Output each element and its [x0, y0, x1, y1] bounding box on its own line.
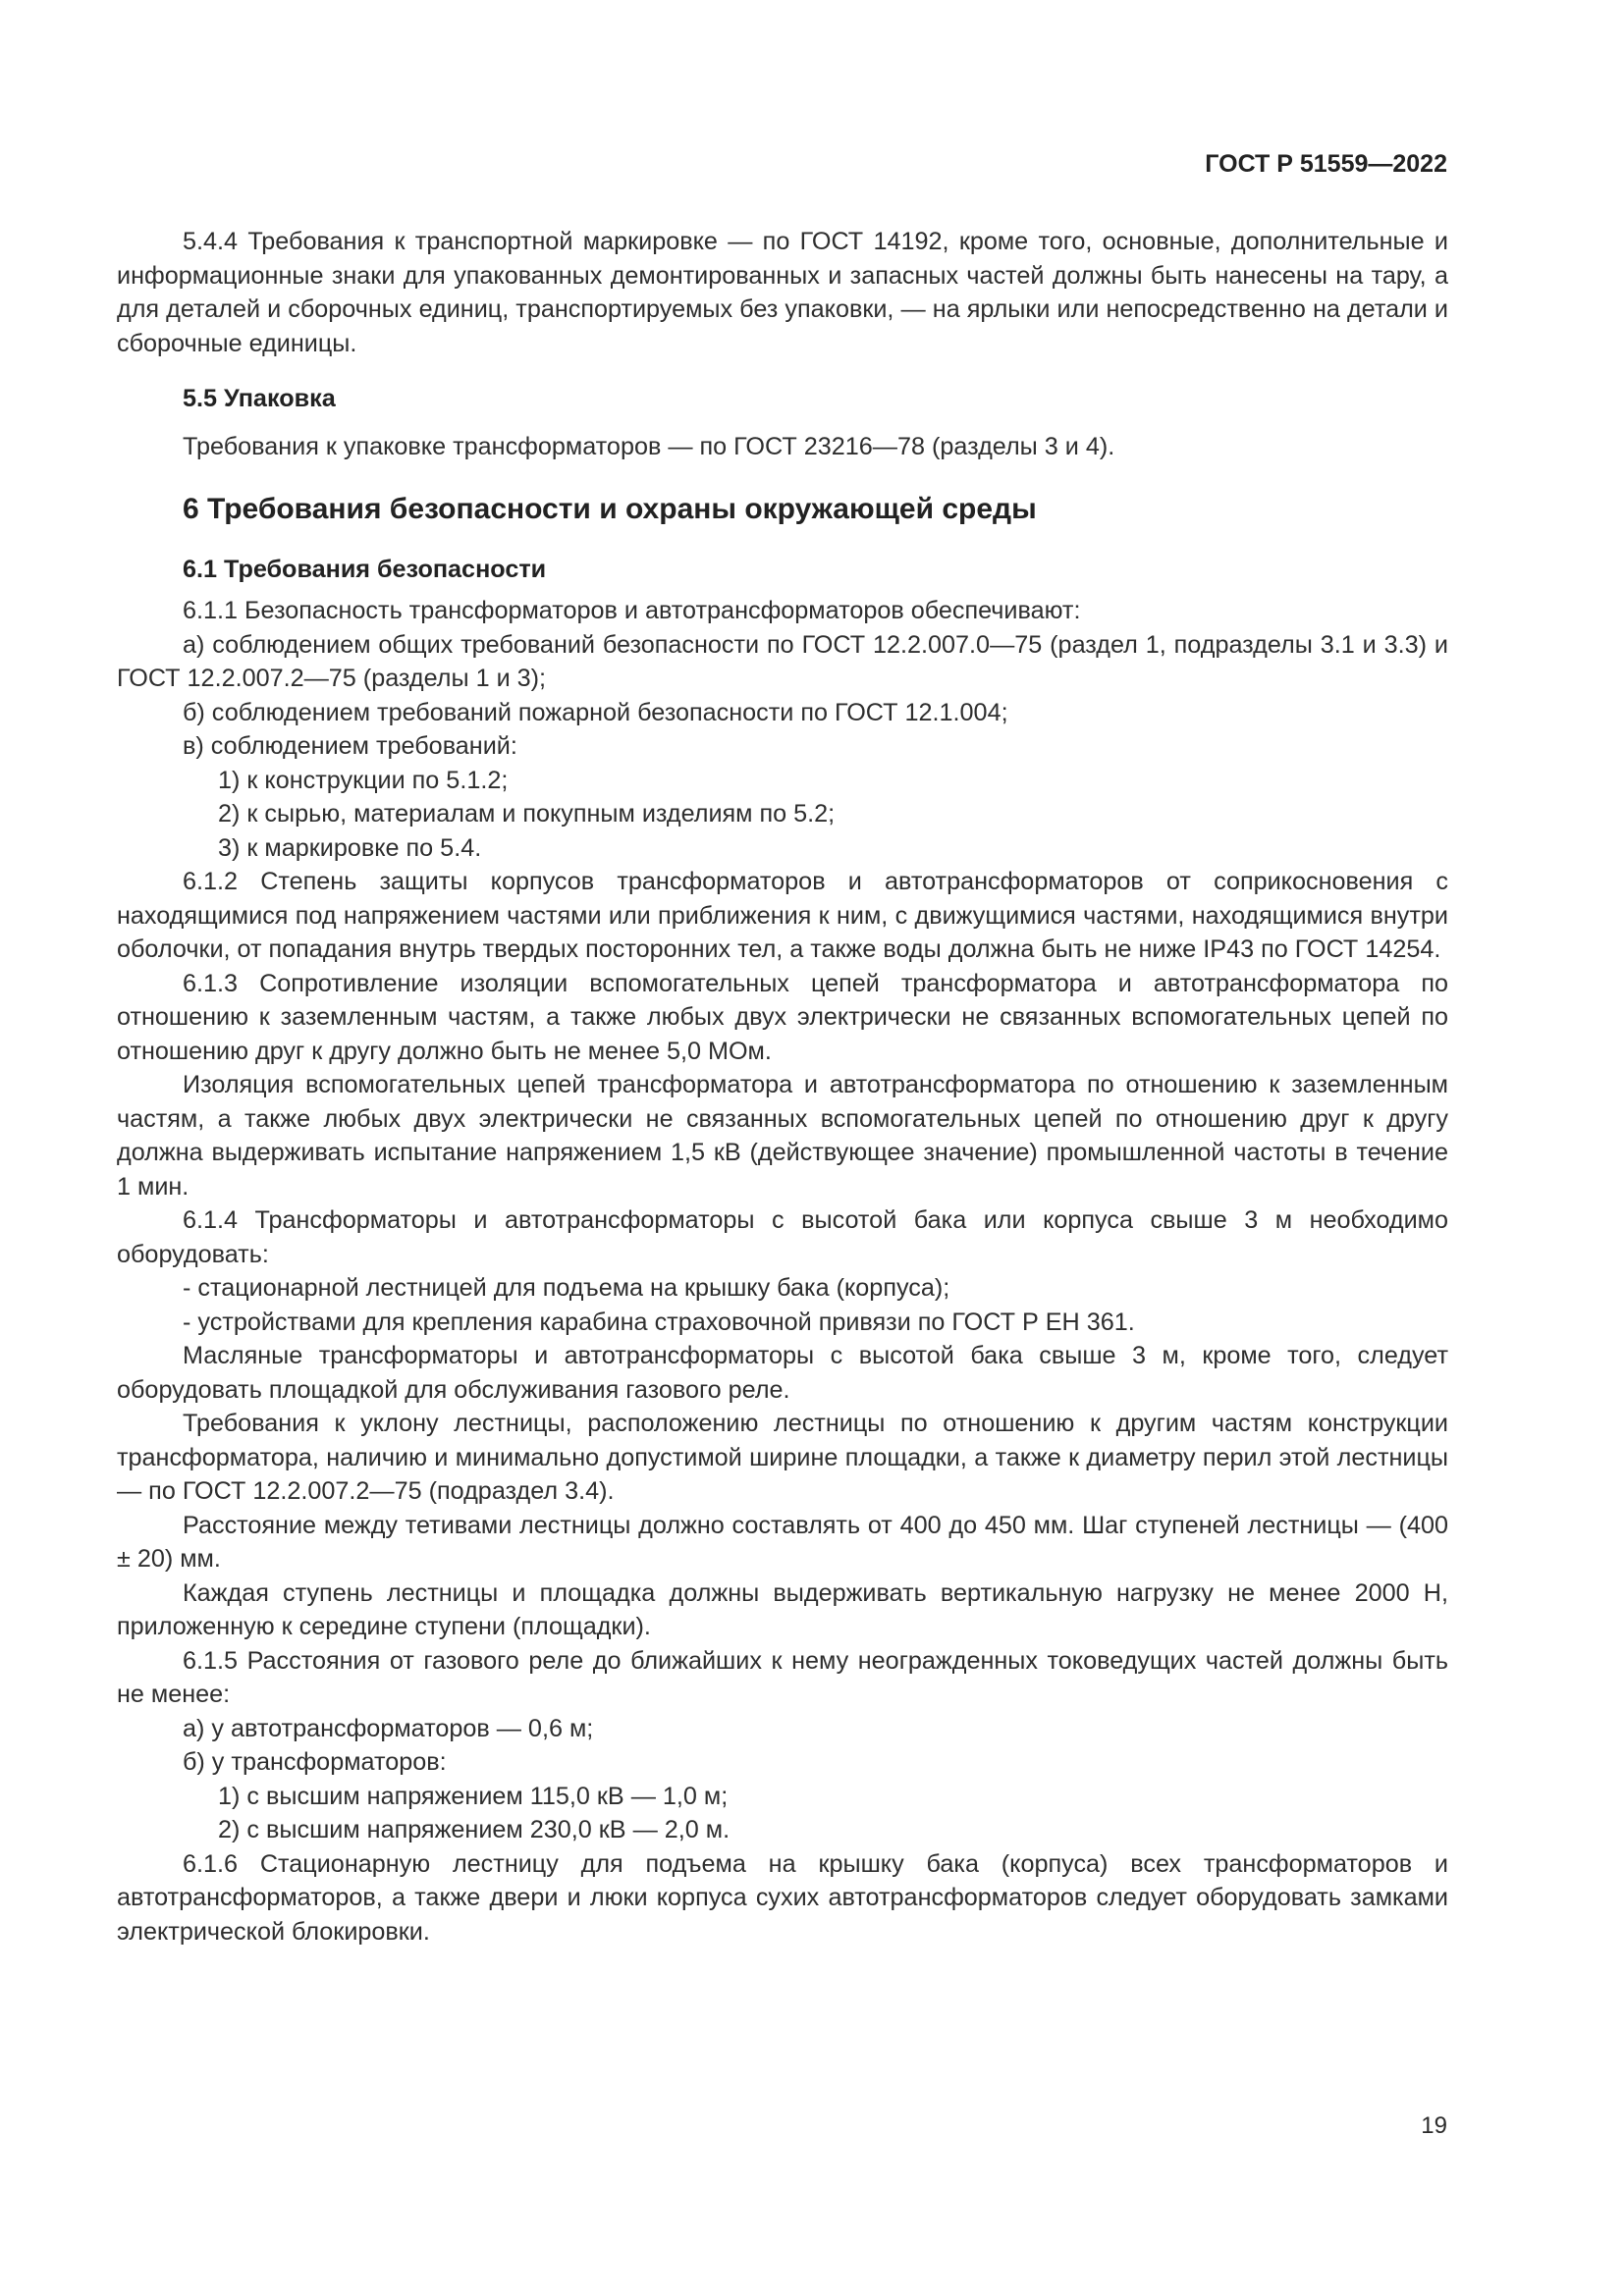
list-item-autotransformers: а) у автотрансформаторов — 0,6 м;: [183, 1714, 594, 1742]
list-item-a: а) соблюдением общих требований безопасности по ГОСТ 12.2.007.0—75 (раздел 1, подразделы 3.1 и 3.3) и ГОСТ 12.2.007.2—75 (разделы 1 и 3);: [117, 630, 1448, 692]
document-body: [117, 225, 1448, 1949]
page-number: 19: [1421, 2112, 1447, 2139]
paragraph-5-4-4: 5.4.4 Требования к транспортной маркировке — по ГОСТ 14192, кроме того, основные, дополнительные и информационные знаки для упакованных демонтированных и запасных частей должны быть нанесены на тару, а для деталей и сборочных единиц, транспортируемых без упаковки, — на ярлыки или непосредственно на детали и сборочные единицы.: [117, 228, 1448, 357]
paragraph-6-1-1: 6.1.1 Безопасность трансформаторов и автотрансформаторов обеспечивают:: [183, 597, 1081, 624]
list-item-transformers: б) у трансформаторов:: [183, 1748, 447, 1776]
paragraph-6-1-4-distance: Расстояние между тетивами лестницы должно составлять от 400 до 450 мм. Шаг ступеней лестницы — (400 ± 20) мм.: [117, 1511, 1448, 1573]
list-subitem-115kv: 1) с высшим напряжением 115,0 кВ — 1,0 м;: [218, 1782, 729, 1810]
standard-number: ГОСТ Р 51559—2022: [1205, 150, 1447, 178]
paragraph-6-1-4-slope: Требования к уклону лестницы, расположению лестницы по отношению к другим частям конструкции трансформатора, наличию и минимально допустимой ширине площадки, а также к диаметру перил этой лестницы — по ГОСТ 12.2.007.2—75 (подраздел 3.4).: [117, 1410, 1448, 1505]
heading-section-6: 6 Требования безопасности и охраны окружающей среды: [183, 493, 1037, 525]
paragraph-6-1-6: 6.1.6 Стационарную лестницу для подъема на крышку бака (корпуса) всех трансформаторов и автотрансформаторов, а также двери и люки корпуса сухих автотрансформаторов следует оборудовать замками электрической блокировки.: [117, 1849, 1448, 1946]
heading-5-5: 5.5 Упаковка: [183, 385, 336, 412]
paragraph-6-1-3-insulation: Изоляция вспомогательных цепей трансформатора и автотрансформатора по отношению к заземленным частям, а также любых двух электрически не связанных вспомогательных цепей по отношению друг к другу должна выдерживать испытание напряжением 1,5 кВ (действующее значение) промышленной частоты в течение 1 мин.: [117, 1071, 1448, 1201]
list-subitem-1: 1) к конструкции по 5.1.2;: [218, 766, 509, 794]
paragraph-5-5: Требования к упаковке трансформаторов — по ГОСТ 23216—78 (разделы 3 и 4).: [183, 432, 1115, 460]
dash-item-ladder: - стационарной лестницей для подъема на крышку бака (корпуса);: [183, 1274, 950, 1302]
paragraph-6-1-4: 6.1.4 Трансформаторы и автотрансформаторы с высотой бака или корпуса свыше 3 м необходимо оборудовать:: [117, 1206, 1448, 1268]
list-item-b: б) соблюдением требований пожарной безопасности по ГОСТ 12.1.004;: [183, 698, 1008, 726]
list-subitem-2: 2) к сырью, материалам и покупным изделиям по 5.2;: [218, 800, 836, 828]
paragraph-6-1-3: 6.1.3 Сопротивление изоляции вспомогательных цепей трансформатора и автотрансформатора по отношению к заземленным частям, а также любых двух электрически не связанных вспомогательных цепей по отношению друг к другу должно быть не менее 5,0 МОм.: [117, 969, 1448, 1065]
list-subitem-230kv: 2) с высшим напряжением 230,0 кВ — 2,0 м.: [218, 1816, 731, 1843]
list-item-v: в) соблюдением требований:: [183, 732, 517, 760]
paragraph-6-1-2: 6.1.2 Степень защиты корпусов трансформаторов и автотрансформаторов от соприкосновения с находящимися под напряжением частями или приближения к ним, с движущимися частями, находящимися внутри оболочки, от попадания внутрь твердых посторонних тел, а также воды должна быть не ниже IP43 по ГОСТ 14254.: [117, 868, 1448, 963]
paragraph-6-1-4-load: Каждая ступень лестницы и площадка должны выдерживать вертикальную нагрузку не менее 2000 Н, приложенную к середине ступени (площадки).: [117, 1578, 1448, 1640]
heading-6-1: 6.1 Требования безопасности: [183, 555, 547, 583]
paragraph-6-1-4-oil: Масляные трансформаторы и автотрансформаторы с высотой бака свыше 3 м, кроме того, следует оборудовать площадкой для обслуживания газового реле.: [117, 1342, 1448, 1404]
paragraph-6-1-5: 6.1.5 Расстояния от газового реле до ближайших к нему неогражденных токоведущих частей должны быть не менее:: [117, 1646, 1448, 1708]
list-subitem-3: 3) к маркировке по 5.4.: [218, 833, 482, 862]
dash-item-harness: - устройствами для крепления карабина страховочной привязи по ГОСТ Р ЕН 361.: [183, 1308, 1135, 1336]
